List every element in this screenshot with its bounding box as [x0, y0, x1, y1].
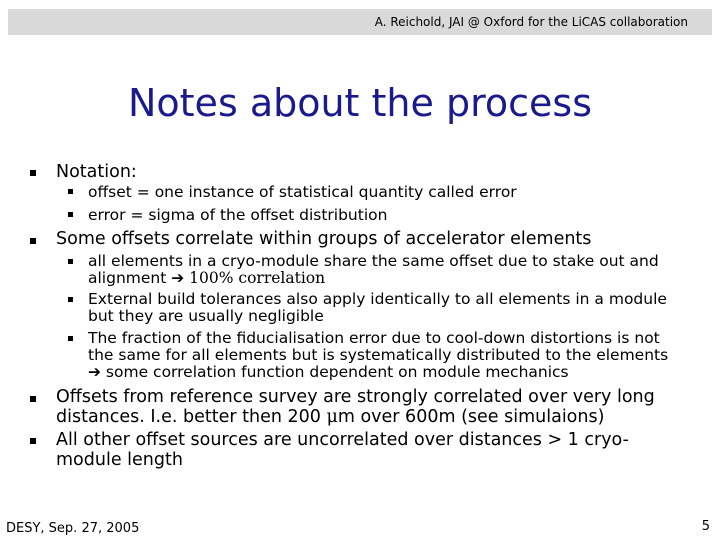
- bullet-line: module length: [56, 450, 183, 470]
- right-arrow-icon: ➔: [171, 269, 185, 287]
- bullet-reference-survey: [56, 387, 696, 427]
- slide-title: Notes about the process: [127, 81, 592, 125]
- sub-bullet-offset: offset = one instance of statistical quantity called error: [88, 183, 517, 201]
- text-span: some correlation function dependent on module mechanics: [101, 363, 569, 381]
- sub-bullet-marker: [68, 336, 73, 341]
- bullet-line: All other offset sources are uncorrelated over distances > 1 cryo-: [56, 430, 629, 450]
- sub-bullet-marker: [68, 212, 73, 217]
- page-number: 5: [701, 519, 710, 534]
- text-span: m over 600m (see simulaions): [337, 407, 605, 427]
- sub-bullet-marker: [68, 189, 73, 194]
- text-span: distances. I.e. better then 200: [56, 407, 327, 427]
- header-bar: [8, 9, 712, 35]
- sub-bullet-line: [88, 364, 688, 381]
- bullet-line: Offsets from reference survey are strongly correlated over very long: [56, 387, 655, 407]
- sub-bullet-marker: [68, 259, 73, 264]
- sub-bullet-line: The fraction of the fiducialisation error due to cool-down distortions is not: [88, 329, 660, 347]
- sub-bullet-cryo-module: [88, 253, 688, 287]
- sub-bullet-build-tolerances: [88, 291, 688, 325]
- bullet-marker: [30, 170, 36, 176]
- bullet-notation: Notation:: [56, 162, 137, 182]
- sub-bullet-error: error = sigma of the offset distribution: [88, 206, 388, 224]
- sub-bullet-line: [88, 270, 688, 287]
- bullet-marker: [30, 396, 36, 402]
- bullet-line: [56, 407, 696, 427]
- mu-symbol: μ: [326, 407, 338, 427]
- footer-date: DESY, Sep. 27, 2005: [6, 521, 140, 536]
- bullet-correlate: Some offsets correlate within groups of accelerator elements: [56, 229, 592, 249]
- right-arrow-icon: ➔: [88, 363, 101, 381]
- text-span: 100% correlation: [184, 269, 326, 287]
- bullet-marker: [30, 238, 36, 244]
- sub-bullet-line: but they are usually negligible: [88, 307, 324, 325]
- sub-bullet-marker: [68, 297, 73, 302]
- sub-bullet-line: the same for all elements but is systematically distributed to the elements: [88, 346, 669, 364]
- header-text: A. Reichold, JAI @ Oxford for the LiCAS collaboration: [374, 15, 688, 29]
- bullet-marker: [30, 438, 36, 444]
- sub-bullet-line: External build tolerances also apply identically to all elements in a module: [88, 290, 667, 308]
- sub-bullet-line: all elements in a cryo-module share the same offset due to stake out and: [88, 252, 659, 270]
- sub-bullet-fiducialisation: [88, 330, 688, 381]
- text-span: alignment: [88, 269, 172, 287]
- bullet-uncorrelated: [56, 430, 696, 470]
